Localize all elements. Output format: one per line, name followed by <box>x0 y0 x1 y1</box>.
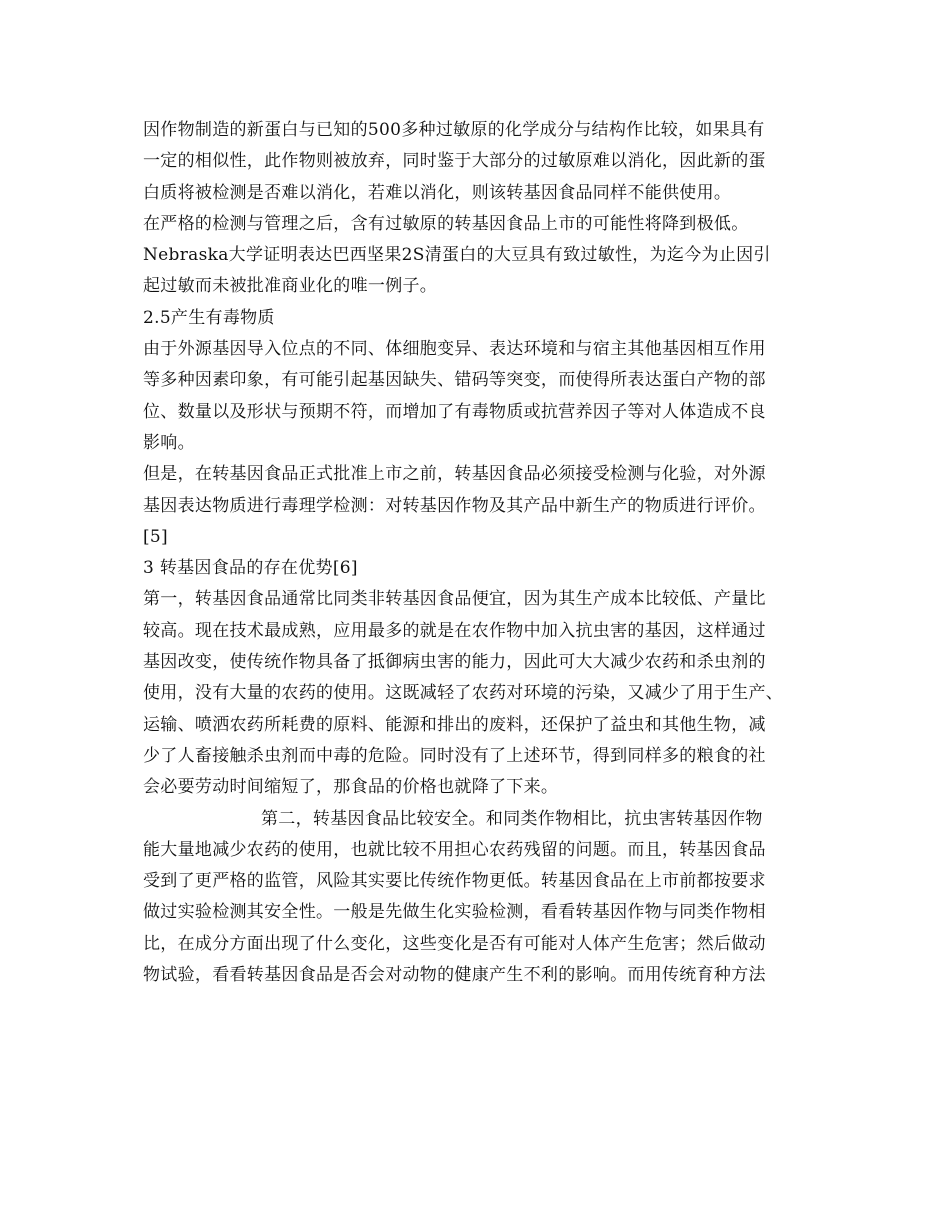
text-line-indented: 第二，转基因食品比较安全。和同类作物相比，抗虫害转基因作物 <box>261 808 763 829</box>
text-line: 等多种因素印象，有可能引起基因缺失、错码等突变，而使得所表达蛋白产物的部 <box>143 370 766 391</box>
text-line: 运输、喷洒农药所耗费的原料、能源和排出的废料，还保护了益虫和其他生物，减 <box>143 714 766 735</box>
text-line: 会必要劳动时间缩短了，那食品的价格也就降了下来。 <box>143 777 559 798</box>
text-line: 基因改变，使传统作物具备了抵御病虫害的能力，因此可大大减少农药和杀虫剂的 <box>143 652 766 673</box>
text-line: 白质将被检测是否难以消化，若难以消化，则该转基因食品同样不能供使用。 <box>143 182 732 203</box>
text-line: 第一，转基因食品通常比同类非转基因食品便宜，因为其生产成本比较低、产量比 <box>143 589 766 610</box>
text-line: 使用，没有大量的农药的使用。这既减轻了农药对环境的污染，又减少了用于生产、 <box>143 683 784 704</box>
text-line: Nebraska大学证明表达巴西坚果2S清蛋白的大豆具有致过敏性，为迄今为止因引 <box>143 245 771 266</box>
section-heading: 2.5产生有毒物质 <box>143 307 275 328</box>
text-line: 一定的相似性，此作物则被放弃，同时鉴于大部分的过敏原难以消化，因此新的蛋 <box>143 151 766 172</box>
text-line: 在严格的检测与管理之后，含有过敏原的转基因食品上市的可能性将降到极低。 <box>143 213 749 234</box>
text-line: 起过敏而未被批准商业化的唯一例子。 <box>143 276 438 297</box>
text-line: 受到了更严格的监管，风险其实要比传统作物更低。转基因食品在上市前都按要求 <box>143 871 766 892</box>
document-body <box>143 115 823 991</box>
text-line: 基因表达物质进行毒理学检测：对转基因作物及其产品中新生产的物质进行评价。 <box>143 495 766 516</box>
text-line: 因作物制造的新蛋白与已知的500多种过敏原的化学成分与结构作比较，如果具有 <box>143 120 765 140</box>
text-line: 少了人畜接触杀虫剂而中毒的危险。同时没有了上述环节，得到同样多的粮食的社 <box>143 745 766 766</box>
text-line: 比，在成分方面出现了什么变化，这些变化是否有可能对人体产生危害；然后做动 <box>143 933 766 954</box>
section-heading: 3 转基因食品的存在优势[6] <box>143 558 358 579</box>
text-line: 位、数量以及形状与预期不符，而增加了有毒物质或抗营养因子等对人体造成不良 <box>143 401 766 422</box>
text-line: 较高。现在技术最成熟，应用最多的就是在农作物中加入抗虫害的基因，这样通过 <box>143 620 766 641</box>
text-line: 但是，在转基因食品正式批准上市之前，转基因食品必须接受检测与化验，对外源 <box>143 464 766 485</box>
text-line: 能大量地减少农药的使用，也就比较不用担心农药残留的问题。而且，转基因食品 <box>143 839 766 860</box>
text-line: 做过实验检测其安全性。一般是先做生化实验检测，看看转基因作物与同类作物相 <box>143 902 766 923</box>
citation: [5] <box>143 526 168 547</box>
text-line: 由于外源基因导入位点的不同、体细胞变异、表达环境和与宿主其他基因相互作用 <box>143 339 766 360</box>
text-line: 物试验，看看转基因食品是否会对动物的健康产生不利的影响。而用传统育种方法 <box>143 965 766 986</box>
text-line: 影响。 <box>143 432 195 453</box>
